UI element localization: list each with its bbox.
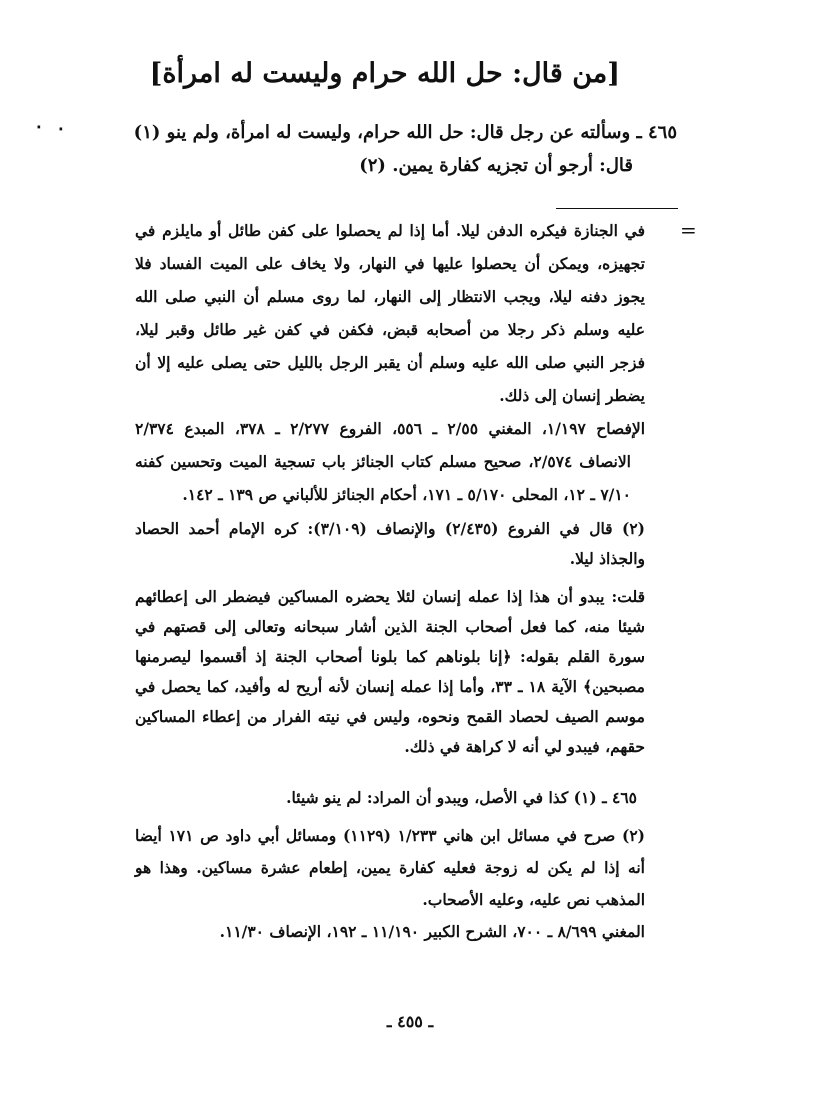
footnote-text: (٢) قال في الفروع (٢/٤٣٥) والإنصاف (٣/١٠٩): كره الإمام أحمد الحصاد والجذاذ ليلا. [135, 519, 645, 568]
footnote-continued [135, 214, 645, 511]
footnote-2-previous [135, 514, 645, 762]
footnote-text: ٤٦٥ ـ (١) كذا في الأصل، ويبدو أن المراد: لم ينو شيئا. [286, 788, 637, 807]
margin-mark: ٠ [56, 118, 66, 139]
footnote-465-2 [135, 820, 645, 948]
footnote-separator [556, 208, 678, 209]
footnote-references: الإفصاح ١/١٩٧، المغني ٢/٥٥ ـ ٥٥٦، الفروع ٢/٢٧٧ ـ ٣٧٨، المبدع ٢/٣٧٤ الانصاف ٢/٥٧٤، صحيح مسلم كتاب الجنائز باب تسجية الميت وتحسين كفنه ٧/١٠ ـ ١٢، المحلى ٥/١٧٠ ـ ١٧١، أحكام الجنائز للألباني ص ١٣٩ ـ ١٤٢. [135, 419, 645, 504]
main-entry [133, 116, 677, 182]
continuation-mark: = [680, 218, 697, 242]
entry-line-question: ٤٦٥ ـ وسألته عن رجل قال: حل الله حرام، وليست له امرأة، ولم ينو (١) [133, 122, 677, 143]
footnote-references: المغني ٨/٦٩٩ ـ ٧٠٠، الشرح الكبير ١١/١٩٠ ـ ١٩٢، الإنصاف ١١/٣٠. [219, 922, 645, 941]
entry-line-answer: قال: أرجو أن تجزيه كفارة يمين. (٢) [359, 155, 633, 176]
footnote-465-1 [127, 782, 637, 814]
footnote-text: في الجنازة فيكره الدفن ليلا. أما إذا لم يحصلوا على كفن طائل أو مايلزم في تجهيزه، ويمكن أن يحصلوا عليها في النهار، ولا يخاف على الميت الفساد فلا يجوز دفنه ليلا، ويجب الانتظار إلى النهار، لما روى مسلم أن النبي صلى الله عليه وسلم ذكر رجلا من أصحابه قبض، فكفن في كفن غير طائل وقبر ليلا، فزجر النبي صلى الله عليه وسلم أن يقبر الرجل بالليل حتى يصلى عليه إلا أن يضطر إنسان إلى ذلك. [135, 221, 645, 405]
footnote-text: (٢) صرح في مسائل ابن هاني ١/٢٣٣ (١١٢٩) ومسائل أبي داود ص ١٧١ أيضا أنه إذا لم يكن له زوجة فعليه كفارة يمين، إطعام عشرة مساكين. وهذا هو المذهب نص عليه، وعليه الأصحاب. [135, 826, 645, 909]
page-number: ـ ٤٥٥ ـ [386, 1012, 434, 1031]
section-title: [من قال: حل الله حرام وليست له امرأة] [149, 58, 620, 89]
margin-mark: ٠ [34, 116, 44, 137]
footnote-comment: قلت: يبدو أن هذا إذا عمله إنسان لئلا يحضره المساكين فيضطر الى إعطائهم شيئا منه، كما فعل أصحاب الجنة الذين أشار سبحانه وتعالى إلى قصتهم في سورة القلم بقوله: ﴿إنا بلوناهم كما بلونا أصحاب الجنة إذ أقسموا ليصرمنها مصبحين﴾ الآية ١٨ ـ ٣٣، وأما إذا عمله إنسان لأنه أريح له وأفيد، كما يحصل في موسم الصيف لحصاد القمح ونحوه، وليس في نيته الفرار من إعطاء المساكين حقهم، فيبدو لي أنه لا كراهة في ذلك. [135, 587, 645, 756]
